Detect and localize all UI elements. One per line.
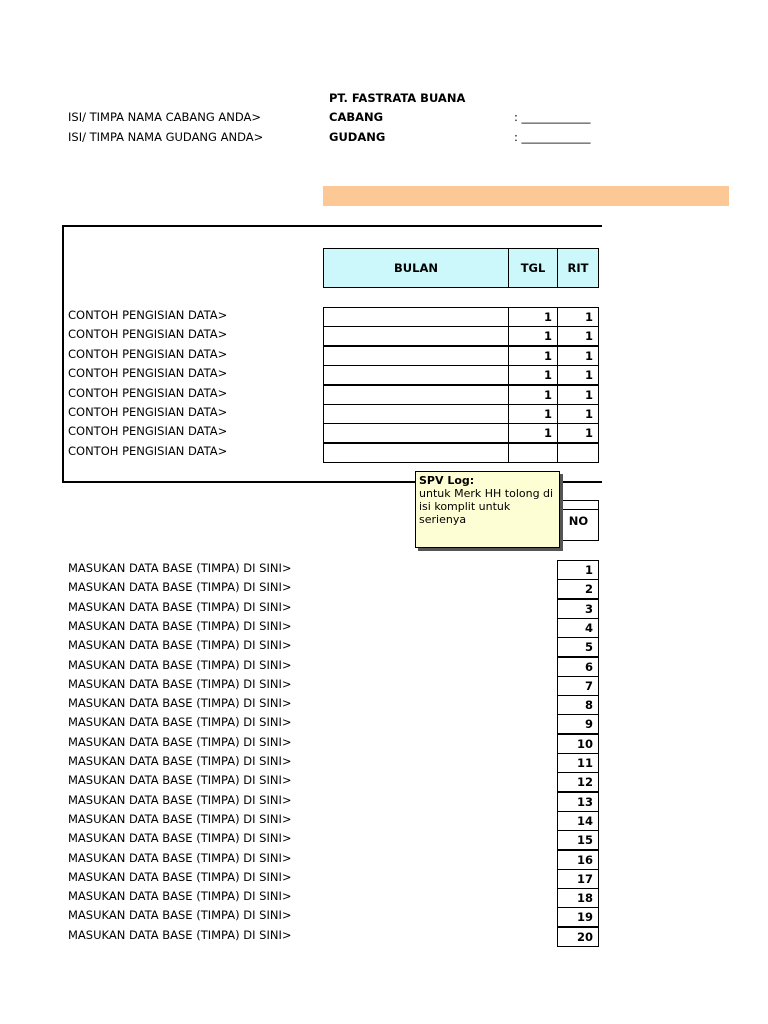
spv-log-comment[interactable] xyxy=(415,471,560,548)
example-cell-rit[interactable]: 1 xyxy=(557,365,599,385)
database-row-number[interactable]: 11 xyxy=(557,753,599,773)
database-row-number[interactable]: 20 xyxy=(557,927,599,947)
database-row-label[interactable]: MASUKAN DATA BASE (TIMPA) DI SINI> xyxy=(68,734,292,749)
example-cell-bulan[interactable] xyxy=(323,326,509,346)
database-row-number[interactable]: 16 xyxy=(557,850,599,870)
database-row-number[interactable]: 17 xyxy=(557,869,599,889)
database-row-label[interactable]: MASUKAN DATA BASE (TIMPA) DI SINI> xyxy=(68,792,292,807)
database-row-label[interactable]: MASUKAN DATA BASE (TIMPA) DI SINI> xyxy=(68,715,292,730)
example-row-label: CONTOH PENGISIAN DATA> xyxy=(68,366,228,381)
example-row-label: CONTOH PENGISIAN DATA> xyxy=(68,405,228,419)
example-cell-rit[interactable]: 1 xyxy=(557,423,599,443)
gudang-value[interactable]: : ____________ xyxy=(514,130,591,144)
database-row-number[interactable]: 7 xyxy=(557,676,599,696)
database-row-label[interactable]: MASUKAN DATA BASE (TIMPA) DI SINI> xyxy=(68,831,292,846)
database-row-number[interactable]: 9 xyxy=(557,714,599,734)
database-row-label[interactable]: MASUKAN DATA BASE (TIMPA) DI SINI> xyxy=(68,889,292,904)
example-cell-tgl[interactable]: 1 xyxy=(508,346,558,366)
database-row-label[interactable]: MASUKAN DATA BASE (TIMPA) DI SINI> xyxy=(68,773,292,788)
example-cell-bulan[interactable] xyxy=(323,346,509,366)
database-row-label[interactable]: MASUKAN DATA BASE (TIMPA) DI SINI> xyxy=(68,676,292,691)
database-row-number[interactable]: 1 xyxy=(557,560,599,580)
database-row-number[interactable]: 19 xyxy=(557,907,599,927)
database-row-number[interactable]: 14 xyxy=(557,811,599,831)
database-row-label[interactable]: MASUKAN DATA BASE (TIMPA) DI SINI> xyxy=(68,869,292,884)
database-row-label[interactable]: MASUKAN DATA BASE (TIMPA) DI SINI> xyxy=(68,850,292,865)
database-row-number[interactable]: 13 xyxy=(557,792,599,812)
database-row-label[interactable]: MASUKAN DATA BASE (TIMPA) DI SINI> xyxy=(68,638,292,653)
database-row-label[interactable]: MASUKAN DATA BASE (TIMPA) DI SINI> xyxy=(68,754,292,768)
example-row-label: CONTOH PENGISIAN DATA> xyxy=(68,424,228,439)
database-row-number[interactable]: 3 xyxy=(557,599,599,619)
database-row-label[interactable]: MASUKAN DATA BASE (TIMPA) DI SINI> xyxy=(68,811,292,826)
orange-title-bar[interactable] xyxy=(323,186,729,206)
header-tgl: TGL xyxy=(508,248,558,288)
database-row-label[interactable]: MASUKAN DATA BASE (TIMPA) DI SINI> xyxy=(68,908,292,923)
database-row-number[interactable]: 5 xyxy=(557,637,599,657)
company-name: PT. FASTRATA BUANA xyxy=(329,91,466,105)
comment-title: SPV Log: xyxy=(419,474,475,487)
example-cell-tgl[interactable]: 1 xyxy=(508,404,558,424)
example-row-label: CONTOH PENGISIAN DATA> xyxy=(68,308,228,322)
example-cell-tgl[interactable]: 1 xyxy=(508,307,558,327)
gudang-label: GUDANG xyxy=(329,130,386,144)
example-row-label: CONTOH PENGISIAN DATA> xyxy=(68,327,228,342)
cabang-label: CABANG xyxy=(329,110,384,124)
database-row-number[interactable]: 4 xyxy=(557,618,599,638)
example-cell-bulan[interactable] xyxy=(323,423,509,443)
database-row-number[interactable]: 2 xyxy=(557,579,599,599)
no-header-top-cell xyxy=(558,500,599,510)
example-cell-rit[interactable]: 1 xyxy=(557,404,599,424)
database-row-label[interactable]: MASUKAN DATA BASE (TIMPA) DI SINI> xyxy=(68,599,292,614)
example-cell-rit[interactable]: 1 xyxy=(557,307,599,327)
example-row-label: CONTOH PENGISIAN DATA> xyxy=(68,385,228,400)
database-row-label[interactable]: MASUKAN DATA BASE (TIMPA) DI SINI> xyxy=(68,561,292,575)
example-cell-rit[interactable]: 1 xyxy=(557,346,599,366)
cabang-value[interactable]: : ____________ xyxy=(514,110,591,124)
example-cell-bulan[interactable] xyxy=(323,365,509,385)
example-row-label: CONTOH PENGISIAN DATA> xyxy=(68,443,228,458)
example-cell-rit[interactable]: 1 xyxy=(557,385,599,405)
example-cell-rit[interactable]: 1 xyxy=(557,326,599,346)
database-row-number[interactable]: 6 xyxy=(557,657,599,677)
example-cell-tgl[interactable]: 1 xyxy=(508,423,558,443)
database-row-label[interactable]: MASUKAN DATA BASE (TIMPA) DI SINI> xyxy=(68,657,292,672)
example-cell-bulan[interactable] xyxy=(323,443,509,463)
database-row-number[interactable]: 18 xyxy=(557,888,599,908)
database-row-label[interactable]: MASUKAN DATA BASE (TIMPA) DI SINI> xyxy=(68,927,292,942)
database-row-label[interactable]: MASUKAN DATA BASE (TIMPA) DI SINI> xyxy=(68,696,292,711)
example-cell-tgl[interactable]: 1 xyxy=(508,326,558,346)
example-cell-bulan[interactable] xyxy=(323,307,509,327)
header-rit: RIT xyxy=(557,248,599,288)
example-cell-rit[interactable] xyxy=(557,443,599,463)
database-row-number[interactable]: 10 xyxy=(557,734,599,754)
header-no: NO xyxy=(558,500,599,541)
example-cell-bulan[interactable] xyxy=(323,404,509,424)
database-row-number[interactable]: 12 xyxy=(557,772,599,792)
cabang-prompt[interactable]: ISI/ TIMPA NAMA CABANG ANDA> xyxy=(68,110,262,124)
comment-body: untuk Merk HH tolong di isi komplit untuk serienya xyxy=(419,487,554,526)
example-cell-tgl[interactable] xyxy=(508,443,558,463)
example-cell-tgl[interactable]: 1 xyxy=(508,365,558,385)
database-row-number[interactable]: 15 xyxy=(557,830,599,850)
database-row-number[interactable]: 8 xyxy=(557,695,599,715)
gudang-prompt[interactable]: ISI/ TIMPA NAMA GUDANG ANDA> xyxy=(68,130,264,144)
database-row-label[interactable]: MASUKAN DATA BASE (TIMPA) DI SINI> xyxy=(68,580,292,595)
example-cell-tgl[interactable]: 1 xyxy=(508,385,558,405)
example-cell-bulan[interactable] xyxy=(323,385,509,405)
database-row-label[interactable]: MASUKAN DATA BASE (TIMPA) DI SINI> xyxy=(68,618,292,633)
example-row-label: CONTOH PENGISIAN DATA> xyxy=(68,346,228,361)
header-bulan: BULAN xyxy=(323,248,509,288)
